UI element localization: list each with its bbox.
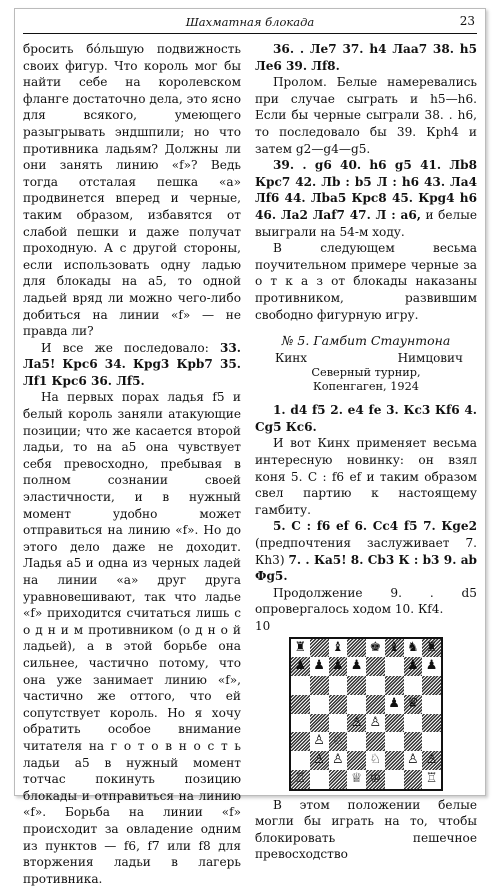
board-square [291, 751, 310, 770]
board-square [347, 770, 366, 789]
board-square [366, 751, 385, 770]
chess-piece-icon: ♜ [425, 639, 438, 655]
board-square [291, 657, 310, 676]
paragraph [23, 340, 241, 390]
board-square [291, 695, 310, 714]
players-line [255, 350, 477, 367]
board-square [422, 639, 441, 658]
board-square [385, 639, 404, 658]
chess-piece-icon: ♙ [407, 752, 419, 768]
board-square [422, 657, 441, 676]
board-square [385, 770, 404, 789]
paragraph: И вот Кинх применяет весьма интересную новинку: он взял коня 5. С : f6 еf и таким образом свел партию к настоящему гамбиту. [255, 436, 477, 517]
book-page [14, 8, 486, 886]
chess-piece-icon: ♔ [369, 770, 382, 786]
board-square [310, 751, 329, 770]
board-square [366, 639, 385, 658]
chess-piece-icon: ♘ [332, 733, 344, 749]
chess-piece-icon: ♞ [407, 639, 419, 655]
chess-piece-icon: ♖ [294, 770, 307, 786]
board-square [310, 732, 329, 751]
board-square [329, 639, 348, 658]
diagram-number: 10 [255, 619, 271, 633]
running-header [23, 13, 477, 34]
board-square [404, 751, 423, 770]
chess-piece-icon: ♙ [350, 714, 363, 730]
right-column [255, 41, 477, 863]
chess-piece-icon: ♙ [369, 714, 382, 730]
board-square [310, 714, 329, 733]
chess-piece-icon: ♜ [294, 639, 307, 655]
board-square [329, 770, 348, 789]
board-square [404, 714, 423, 733]
move-list: 7. . Ка5! 8. Сb3 К : b3 9. аb Фg5. [255, 552, 477, 584]
board-square [366, 676, 385, 695]
chess-piece-icon: ♟ [294, 658, 307, 674]
move-list: 36. . Ле7 37. h4 Лаа7 38. h5 Ле6 39. Лf8. [255, 42, 477, 73]
board-square [310, 695, 329, 714]
board-square [366, 714, 385, 733]
board-square [291, 732, 310, 751]
board-square [422, 751, 441, 770]
board-square [385, 714, 404, 733]
board-square [310, 770, 329, 789]
paragraph-text: (предпочтения заслуживает 7. Кh3) [255, 536, 477, 567]
board-square [310, 676, 329, 695]
board-square [347, 676, 366, 695]
event-line-1: Северный турнир, [311, 366, 421, 380]
chess-piece-icon: ♟ [350, 658, 363, 674]
board-square [347, 639, 366, 658]
board-square [366, 657, 385, 676]
page-number: 23 [459, 14, 475, 28]
board-square [385, 676, 404, 695]
chess-piece-icon: ♟ [332, 658, 344, 674]
board-square [310, 639, 329, 658]
board-square [347, 714, 366, 733]
paragraph: В следующем весьма поучительном примере черные за о т к а з от блокады наказаны противником, развившим свободно фигурную игру. [255, 241, 477, 322]
board-square [422, 714, 441, 733]
board-square [329, 676, 348, 695]
board-square [422, 770, 441, 789]
move-list: 39. . g6 40. h6 g5 41. Лb8 Крс7 42. Лb : b5 Л : h6 43. Ла4 Лf6 44. Лbа5 Крс8 45. Крg4 h6 46. Ла2 Лаf7 47. Л : а6, [255, 158, 477, 222]
chess-piece-icon: ♙ [425, 752, 438, 768]
chess-piece-icon: ♛ [407, 695, 419, 711]
board-square [422, 695, 441, 714]
black-player: Нимцович [397, 350, 463, 365]
chess-piece-icon: ♘ [369, 752, 382, 768]
left-column [23, 41, 241, 887]
chess-piece-icon: ♝ [332, 639, 344, 655]
chess-piece-icon: ♕ [350, 770, 363, 786]
board-square [347, 657, 366, 676]
event-line-2: Копенгаген, 1924 [312, 380, 419, 394]
board-square [291, 676, 310, 695]
board-square [404, 770, 423, 789]
paragraph: бросить бо́льшую подвижность своих фигур. Что король мог бы найти себе на королевском фланге достаточно дела, это ясно для всякого, умеющего разыгрывать эндшпили; но что противника ладьям? Должны ли они занять линию «f»? Ведь тогда отсталая пешка «а» продвинется вперед и черные, таким образом, избавятся от слабой пешки и даже получат проходную. А с другой стороны, если использовать одну ладью для блокады на а5, то одной ладьей вряд ли можно чего-либо добиться на линии «f» — не правда ли? [23, 42, 241, 339]
paragraph [255, 157, 477, 240]
chess-piece-icon: ♚ [369, 639, 382, 655]
move-list: 33. Ла5! Крс6 34. Крg3 Крb7 35. Лf1 Крс6 36. Лf5. [23, 340, 241, 388]
chess-piece-icon: ♟ [313, 658, 325, 674]
board-square [422, 676, 441, 695]
board-square [347, 732, 366, 751]
board-square [366, 695, 385, 714]
board-square [404, 676, 423, 695]
paragraph: Пролом. Белые намеревались при случае сыграть и h5—h6. Если бы черные сыграли 38. . h6, то последовало бы 39. Крh4 и затем g2—g4—g5. [255, 75, 477, 156]
board-square [291, 639, 310, 658]
chess-piece-icon: ♙ [313, 752, 325, 768]
board-square [291, 714, 310, 733]
board-square [404, 695, 423, 714]
board-square [329, 714, 348, 733]
paragraph [255, 518, 477, 584]
board-square [329, 732, 348, 751]
board-square [385, 751, 404, 770]
board-square [422, 732, 441, 751]
chess-piece-icon: ♟ [388, 695, 400, 711]
board-square [366, 732, 385, 751]
board-square [366, 770, 385, 789]
board-square [385, 695, 404, 714]
board-square [329, 751, 348, 770]
board-square [329, 695, 348, 714]
board-square [329, 657, 348, 676]
paragraph: В этом положении белые могли бы играть на то, чтобы блокировать пешечное превосходство [255, 797, 477, 862]
chess-piece-icon: ♝ [388, 639, 400, 655]
paragraph-text: И все же последовало: [41, 340, 220, 355]
board-square [385, 732, 404, 751]
board-square [385, 657, 404, 676]
running-title: Шахматная блокада [185, 15, 315, 29]
board-square [310, 657, 329, 676]
move-list: 5. С : f6 еf 6. Сс4 f5 7. Кgе2 [273, 519, 477, 534]
game-title: № 5. Гамбит Стаунтона [281, 333, 451, 349]
board-square [347, 695, 366, 714]
chess-piece-icon: ♟ [425, 658, 438, 674]
board-square [404, 732, 423, 751]
board-square [404, 639, 423, 658]
chess-piece-icon: ♙ [332, 752, 344, 768]
paragraph-text: и белые выиграли на 54-м ходу. [255, 207, 478, 239]
board-square [291, 770, 310, 789]
paragraph: На первых порах ладья f5 и белый король заняли атакующие позиции; что же касается второй ладьи, то на а5 она чувствует себя превосходно, пребывая в полном сознании своей эластичности, и в нужный момент удобно может отправиться на линию «f». Но до этого дело даже не доходит. Ладья а5 и одна из черных ладей на линии «а» друг друга уравновешивают, так что ладье «f» приходится считаться лишь с о д н и м противником (о д н о й ладьей), а в этой борьбе она сильнее, частично потому, что она уже занимает линию «f», частично же оттого, что ей сопутствует король. Но я хочу обратить особое внимание читателя на г о т о в н о с т ь ладьи а5 в нужный момент тотчас покинуть позицию блокады и отправиться на линию «f». Борьба на линии «f» происходит за овладение одним из пунктов — f6, f7 или f8 для вторжения ладьи в лагерь противника. [23, 390, 241, 886]
board-square [347, 751, 366, 770]
paragraph: Продолжение 9. . d5 опровергалось ходом 10. Кf4. [255, 585, 477, 617]
move-list: 1. d4 f5 2. е4 fе 3. Кс3 Кf6 4. Сg5 Кс6. [255, 403, 477, 434]
chess-piece-icon: ♟ [407, 658, 419, 674]
board-square [404, 657, 423, 676]
chess-diagram [289, 637, 443, 791]
chess-piece-icon: ♙ [313, 733, 325, 749]
chess-piece-icon: ♖ [425, 770, 438, 786]
white-player: Кинх [275, 350, 308, 365]
